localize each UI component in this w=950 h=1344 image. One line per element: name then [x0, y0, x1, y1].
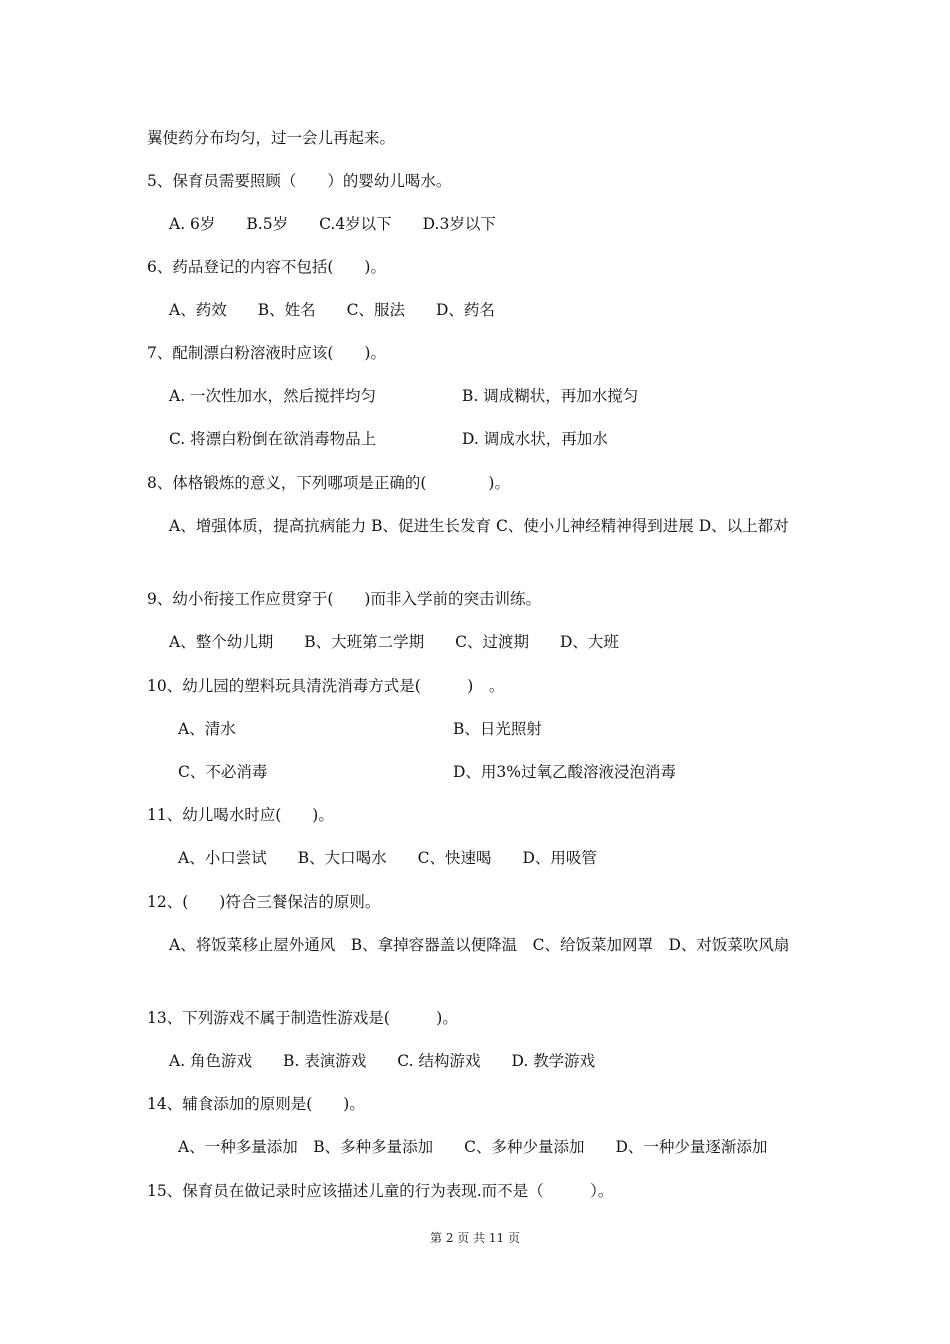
question-14: 14、辅食添加的原则是( )。: [147, 1095, 365, 1113]
page-footer: 第 2 页 共 11 页: [430, 1231, 520, 1245]
question-12: 12、( )符合三餐保洁的原则。: [147, 893, 381, 911]
question-7-option-c: C. 将漂白粉倒在欲消毒物品上: [169, 430, 377, 448]
question-13-options: A. 角色游戏 B. 表演游戏 C. 结构游戏 D. 教学游戏: [169, 1052, 596, 1070]
question-11-options: A、小口尝试 B、大口喝水 C、快速喝 D、用吸管: [178, 849, 597, 867]
question-7-option-d: D. 调成水状，再加水: [462, 430, 608, 448]
question-14-options: A、一种多量添加 B、多种多量添加 C、多种少量添加 D、一种少量逐渐添加: [178, 1138, 768, 1156]
question-5: 5、保育员需要照顾（ ）的婴幼儿喝水。: [147, 172, 452, 190]
question-7: 7、配制漂白粉溶液时应该( )。: [147, 344, 386, 362]
question-15: 15、保育员在做记录时应该描述儿童的行为表现.而不是（ ）。: [147, 1182, 614, 1200]
question-7-option-a: A. 一次性加水，然后搅拌均匀: [169, 387, 377, 405]
question-10-option-d: D、用3%过氧乙酸溶液浸泡消毒: [453, 763, 677, 781]
continuation-line: 翼使药分布均匀，过一会儿再起来。: [147, 129, 396, 147]
question-8-options: A、增强体质，提高抗病能力 B、促进生长发育 C、使小儿神经精神得到进展 D、以上都对: [169, 517, 789, 535]
question-11: 11、幼儿喝水时应( )。: [147, 806, 334, 824]
question-10-option-c: C、不必消毒: [178, 763, 268, 781]
question-6-options: A、药效 B、姓名 C、服法 D、药名: [169, 301, 495, 319]
question-12-options: A、将饭菜移止屋外通风 B、拿掉容器盖以便降温 C、给饭菜加网罩 D、对饭菜吹风扇: [169, 936, 790, 954]
question-5-options: A. 6岁 B.5岁 C.4岁以下 D.3岁以下: [169, 215, 496, 233]
question-13: 13、下列游戏不属于制造性游戏是( )。: [147, 1009, 458, 1027]
question-6: 6、药品登记的内容不包括( )。: [147, 258, 386, 276]
question-10-option-b: B、日光照射: [453, 720, 542, 738]
question-10: 10、幼儿园的塑料玩具清洗消毒方式是( ) 。: [147, 677, 505, 695]
question-10-option-a: A、清水: [178, 720, 236, 738]
question-8: 8、体格锻炼的意义，下列哪项是正确的( )。: [147, 474, 510, 492]
question-9: 9、幼小衔接工作应贯穿于( )而非入学前的突击训练。: [147, 590, 541, 608]
question-7-option-b: B. 调成糊状，再加水搅匀: [462, 387, 639, 405]
question-9-options: A、整个幼儿期 B、大班第二学期 C、过渡期 D、大班: [169, 633, 619, 651]
